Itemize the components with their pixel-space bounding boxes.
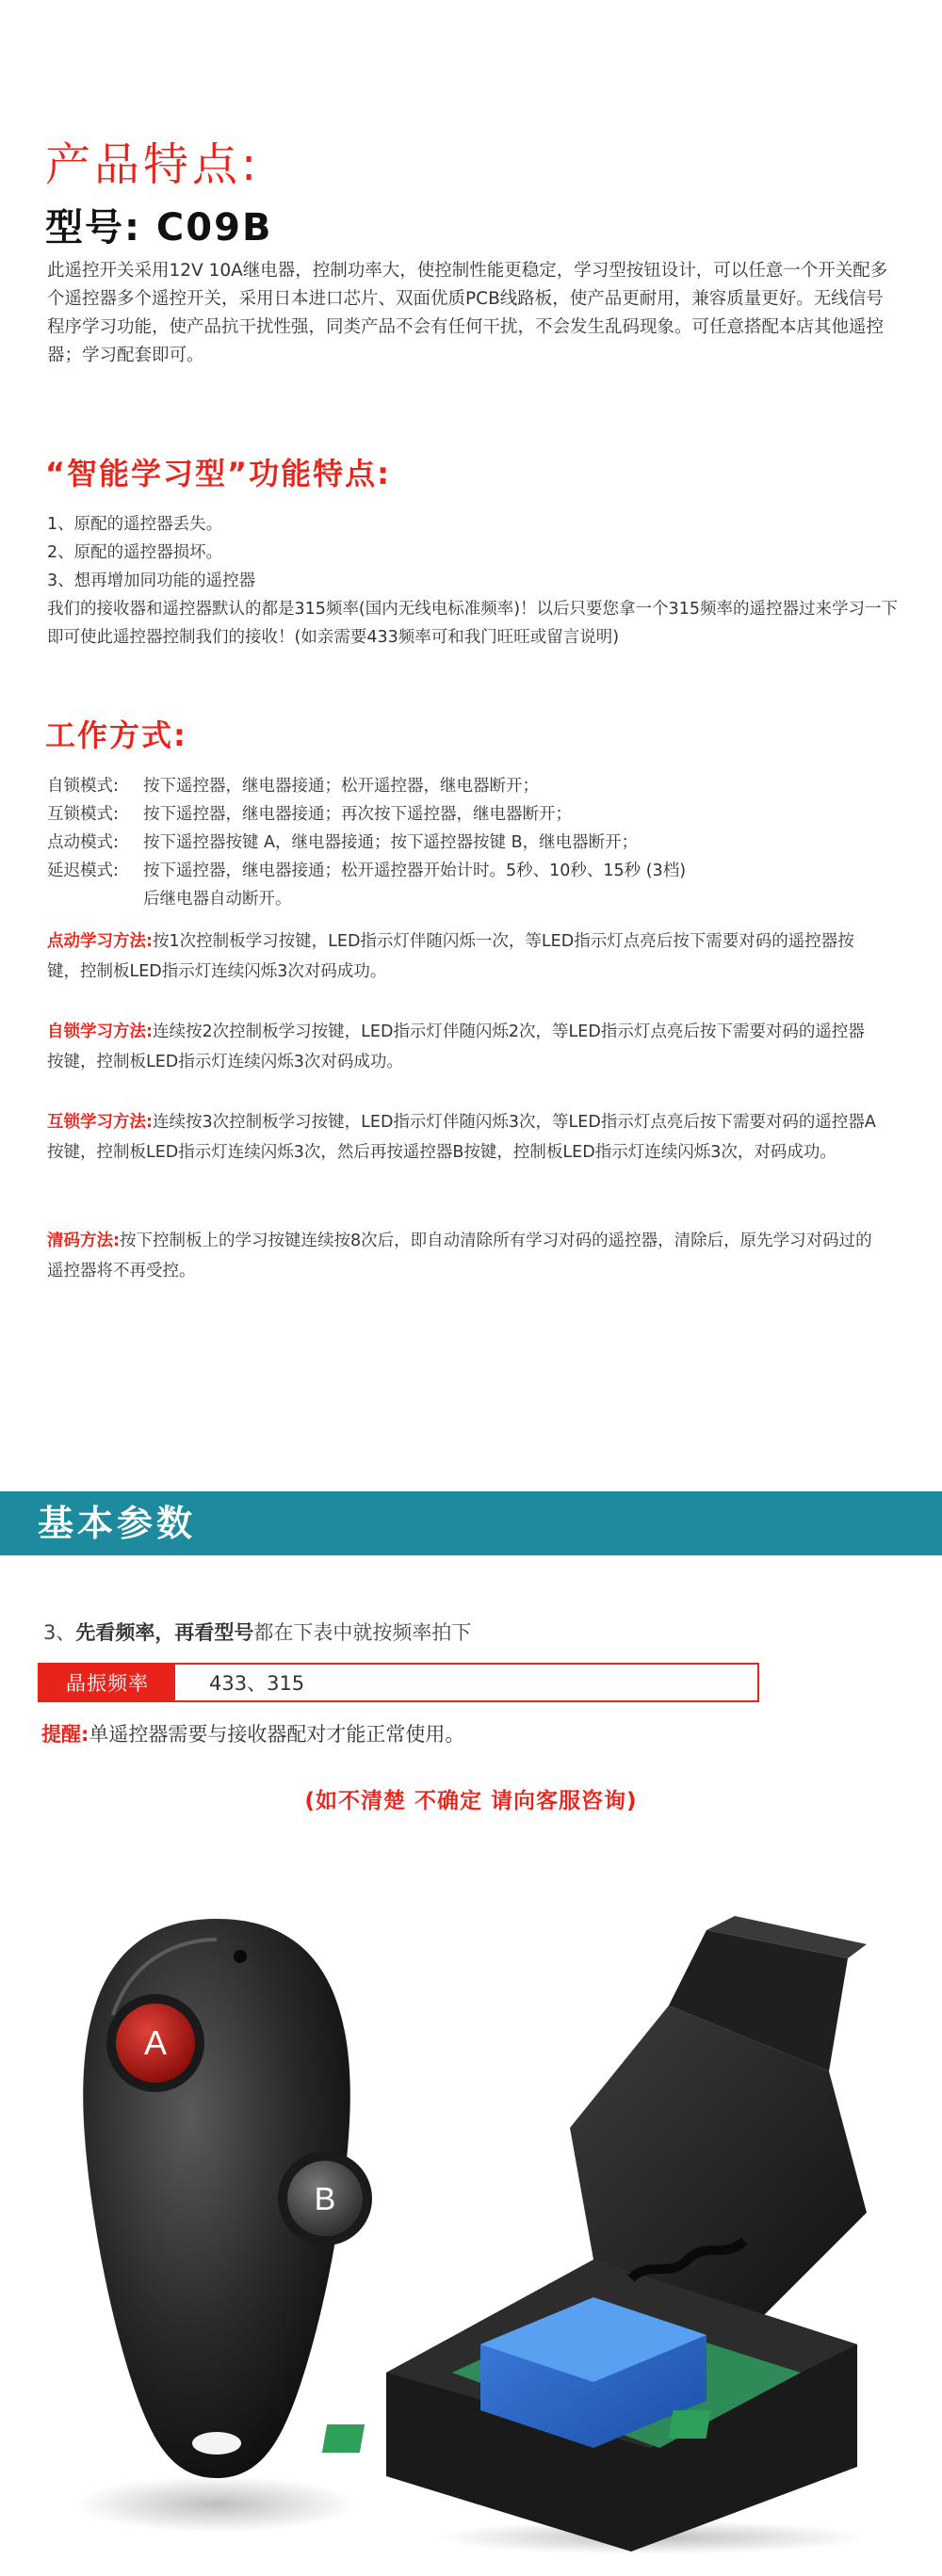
features-heading: 产品特点: (45, 138, 261, 191)
mode-row (47, 800, 897, 829)
method-label: 点动学习方法: (47, 932, 153, 951)
mode-label: 自锁模式: (47, 777, 119, 796)
mode-text: 按下遥控器，继电器接通；再次按下遥控器，继电器断开； (143, 805, 572, 824)
mode-label (47, 885, 143, 913)
consult-note: (如不清楚 不确定 请向客服咨询) (304, 1789, 638, 1813)
mode-text: 按下遥控器按键 A，继电器接通；按下遥控器按键 B，继电器断开； (143, 833, 639, 852)
frequency-label: 晶振频率 (40, 1665, 175, 1700)
method-text: 按1次控制板学习按键，LED指示灯伴随闪烁一次，等LED指示灯点亮后按下需要对码的遥控器按键，控制板LED指示灯连续闪烁3次对码成功。 (47, 932, 854, 981)
smart-learning-list (47, 510, 904, 652)
mode-text: 后继电器自动断开。 (143, 890, 292, 909)
mode-row (47, 857, 897, 885)
step-rest: 都在下表中就按频率拍下 (253, 1621, 472, 1644)
method-self-lock (47, 1017, 876, 1077)
work-modes-heading: 工作方式: (45, 717, 187, 753)
frequency-value: 433、315 (209, 1672, 305, 1695)
step-emphasis: 先看频率，再看型号 (75, 1621, 254, 1644)
method-text: 连续按2次控制板学习按键，LED指示灯伴随闪烁2次，等LED指示灯点亮后按下需要对码的遥控器按键，控制板LED指示灯连续闪烁3次对码成功。 (47, 1022, 865, 1071)
list-item: 2、原配的遥控器损坏。 (47, 543, 223, 562)
method-label: 清码方法: (47, 1232, 120, 1250)
mode-row (47, 829, 897, 857)
smart-learning-note: 我们的接收器和遥控器默认的都是315频率(国内无线电标准频率)！以后只要您拿一个315频率的遥控器过来学习一下即可使此遥控器控制我们的接收！(如亲需要433频率可和我门旺旺或留言说明) (47, 600, 898, 647)
button-a (106, 1994, 204, 2092)
pairing-tip (41, 1719, 464, 1747)
receiver-box (322, 1916, 867, 2554)
list-item: 3、想再增加同功能的遥控器 (47, 572, 256, 590)
mode-row (47, 885, 897, 913)
method-interlock (47, 1107, 876, 1167)
method-text: 连续按3次控制板学习按键，LED指示灯伴随闪烁3次，等LED指示灯点亮后按下需要对码的遥控器A按键，控制板LED指示灯连续闪烁3次，然后再按遥控器B按键，控制板LED指示灯连续闪烁3次，对码成功。 (47, 1113, 876, 1162)
step-prefix: 3、 (43, 1621, 76, 1644)
params-band-title: 基本参数 (38, 1503, 197, 1544)
params-step (43, 1618, 471, 1646)
mode-row (47, 772, 897, 800)
mode-text: 按下遥控器，继电器接通；松开遥控器，继电器断开； (143, 777, 539, 796)
method-label: 自锁学习方法: (47, 1022, 153, 1041)
method-momentary (47, 926, 876, 987)
method-clear-code (47, 1226, 876, 1286)
button-a-label: A (143, 2023, 168, 2062)
tip-label: 提醒: (41, 1723, 89, 1746)
frequency-row (38, 1663, 759, 1702)
product-photo (47, 1902, 895, 2561)
mode-label: 互锁模式: (47, 805, 119, 824)
mode-text: 按下遥控器，继电器接通；松开遥控器开始计时。5秒、10秒、15秒 (3档) (143, 861, 687, 880)
features-description: 此遥控开关采用12V 10A继电器，控制功率大，使控制性能更稳定，学习型按钮设计，可以任意一个开关配多个遥控器多个遥控开关，采用日本进口芯片、双面优质PCB线路板，使产品更耐用，兼容质量更好。无线信号程序学习功能，使产品抗干扰性强，同类产品不会有任何干扰，不会发生乱码现象。可任意搭配本店其他遥控器；学习配套即可。 (47, 261, 888, 365)
work-modes-list (47, 772, 897, 913)
method-text: 按下控制板上的学习按键连续按8次后，即自动清除所有学习对码的遥控器，清除后，原先学习对码过的遥控器将不再受控。 (47, 1232, 872, 1280)
method-label: 互锁学习方法: (47, 1113, 153, 1132)
smart-learning-heading: “智能学习型”功能特点: (45, 456, 391, 491)
mode-label: 点动模式: (47, 833, 119, 852)
mode-label: 延迟模式: (47, 861, 119, 880)
button-b (278, 2151, 372, 2246)
list-item: 1、原配的遥控器丢失。 (47, 515, 223, 534)
tip-text: 单遥控器需要与接收器配对才能正常使用。 (89, 1723, 465, 1746)
model-title: 型号: C09B (45, 206, 273, 250)
button-b-label: B (314, 2182, 336, 2217)
